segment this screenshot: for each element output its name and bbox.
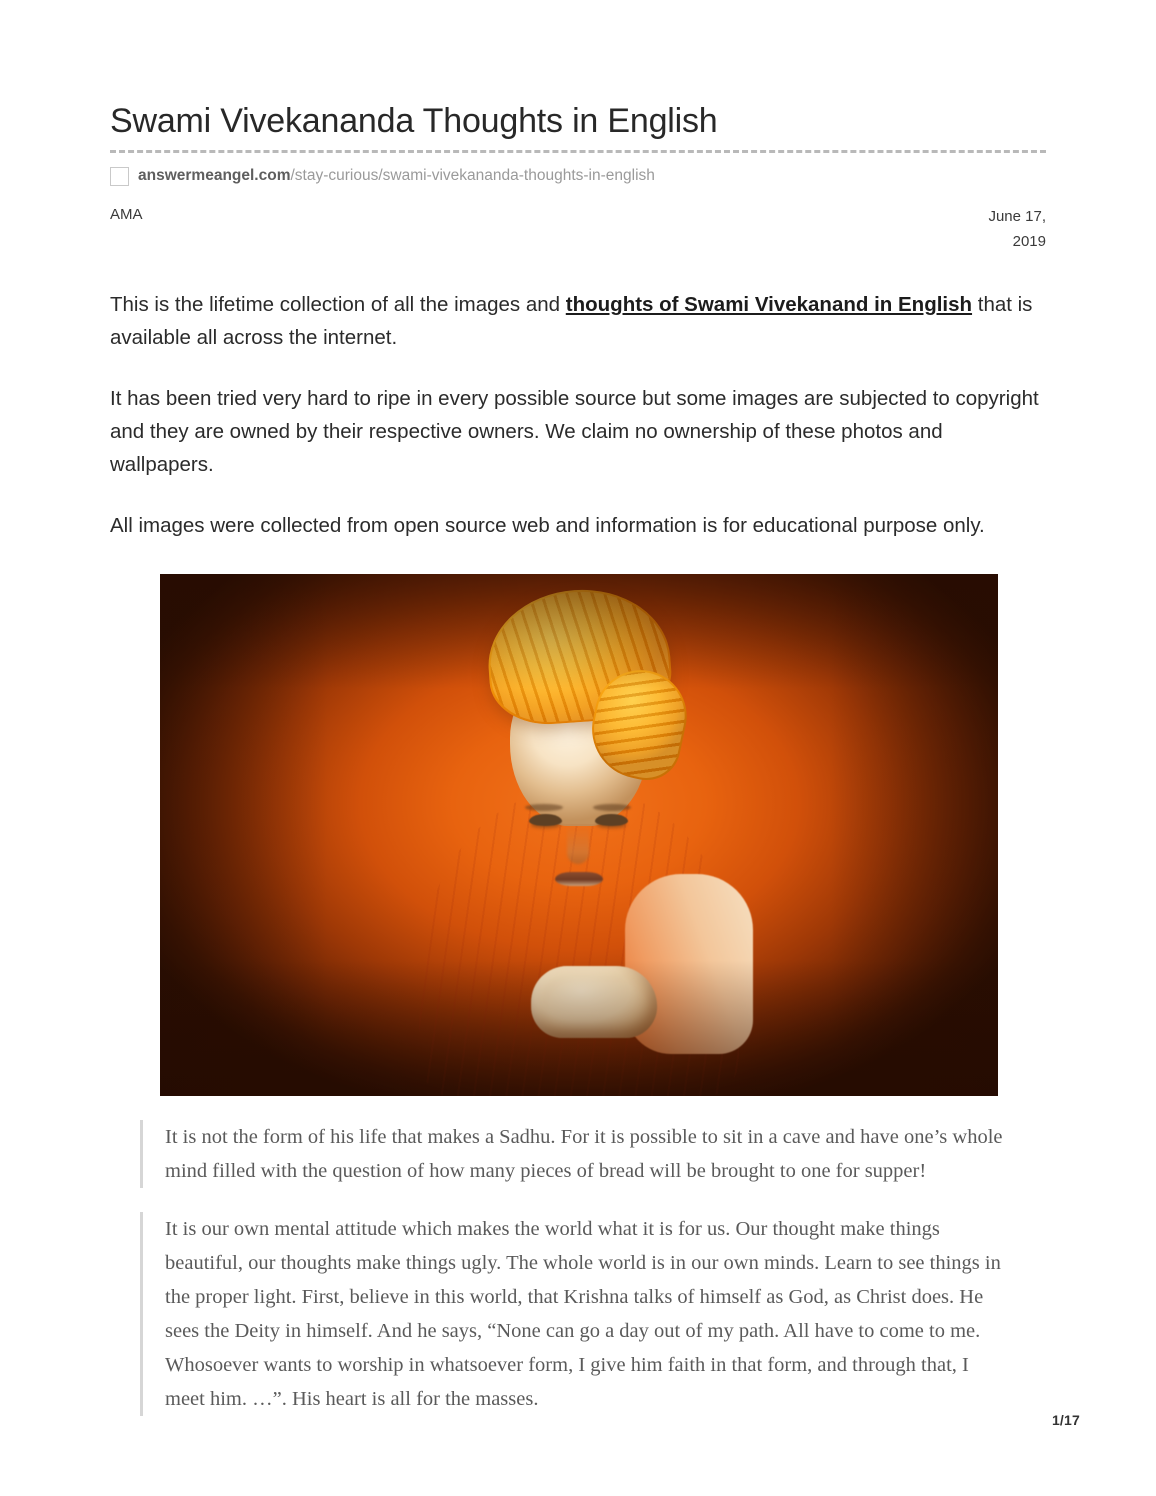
source-url-row[interactable] <box>110 166 1046 186</box>
byline-author: AMA <box>110 206 143 223</box>
favicon-placeholder-icon <box>110 167 129 186</box>
photo-vignette <box>160 574 998 1096</box>
paragraph-intro-lead: This is the lifetime collection of all the images and <box>110 293 566 316</box>
blockquote-mental-attitude <box>140 1212 1006 1416</box>
paragraph-intro <box>110 288 1046 354</box>
page-number: 1/17 <box>1051 1412 1080 1428</box>
source-url-domain: answermeangel.com <box>138 167 291 184</box>
thoughts-link[interactable]: thoughts of Swami Vivekanand in English <box>565 293 973 316</box>
paragraph-educational: All images were collected from open source web and information is for educational purpose only. <box>110 514 985 537</box>
byline-row <box>110 204 1046 254</box>
source-url-path: /stay-curious/swami-vivekananda-thoughts-in-english <box>290 167 655 184</box>
swami-vivekananda-photo <box>160 574 998 1096</box>
blockquote-sadhu <box>140 1120 1006 1188</box>
byline-date: June 17, 2019 <box>988 208 1046 250</box>
paragraph-copyright: It has been tried very hard to ripe in every possible source but some images are subjected to copyright and they are owned by their respective owners. We claim no ownership of these photos and wallpapers. <box>110 387 1039 476</box>
blockquote-mental-attitude-text: It is our own mental attitude which makes the world what it is for us. Our thought make things beautiful, our thoughts make things ugly. The whole world is in our own minds. Learn to see things in the proper light. First, believe in this world, that Krishna talks of himself as God, as Christ does. He sees the Deity in himself. And he says, “None can go a day out of my path. All have to come to me. Whosoever wants to worship in whatsoever form, I give him faith in that form, and through that, I meet him. …”. His heart is all for the masses. <box>165 1218 1001 1410</box>
paragraph-intro-tail: that is available all across the internet. <box>110 293 1033 349</box>
source-url[interactable] <box>138 166 655 186</box>
blockquote-sadhu-text: It is not the form of his life that makes a Sadhu. For it is possible to sit in a cave and have one’s whole mind filled with the question of how many pieces of bread will be brought to one for supper! <box>165 1126 1003 1182</box>
document-content <box>110 100 1046 1437</box>
title-divider <box>110 150 1046 153</box>
page-title: Swami Vivekananda Thoughts in English <box>110 102 718 140</box>
